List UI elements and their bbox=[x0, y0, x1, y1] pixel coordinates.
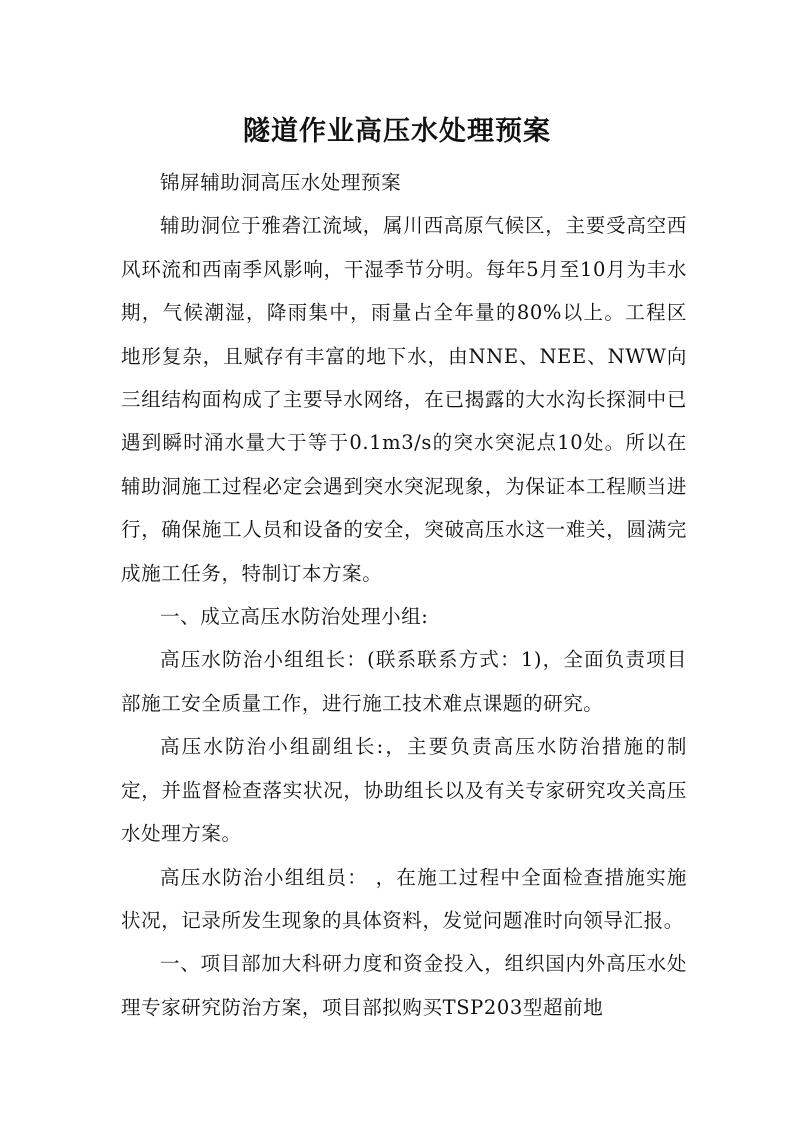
team-leader-paragraph: 高压水防治小组组长：(联系联系方式：1)，全面负责项目部施工安全质量工作，进行施工技术难点课题的研究。 bbox=[121, 648, 687, 715]
document-title: 隧道作业高压水处理预案 bbox=[243, 116, 551, 147]
team-member-paragraph: 高压水防治小组组员： ，在施工过程中全面检查措施实施状况，记录所发生现象的具体资料，发觉问题准时向领导汇报。 bbox=[121, 865, 687, 932]
document-body bbox=[121, 161, 687, 1029]
section-heading-team: 一、成立高压水防治处理小组: bbox=[160, 605, 429, 629]
subtitle-paragraph: 锦屏辅助洞高压水处理预案 bbox=[160, 171, 402, 194]
research-investment-paragraph: 一、项目部加大科研力度和资金投入，组织国内外高压水处理专家研究防治方案，项目部拟购买TSP203型超前地 bbox=[121, 952, 687, 1019]
deputy-leader-paragraph: 高压水防治小组副组长:，主要负责高压水防治措施的制定，并监督检查落实状况，协助组长以及有关专家研究攻关高压水处理方案。 bbox=[121, 735, 687, 846]
background-paragraph: 辅助洞位于雅砻江流域，属川西高原气候区，主要受高空西风环流和西南季风影响，干湿季节分明。每年5月至10月为丰水期，气候潮湿，降雨集中，雨量占全年量的80%以上。工程区地形复杂，且赋存有丰富的地下水，由NNE、NEE、NWW向三组结构面构成了主要导水网络，在已揭露的大水沟长探洞中已遇到瞬时涌水量大于等于0.1m3/s的突水突泥点10处。所以在辅助洞施工过程必定会遇到突水突泥现象，为保证本工程顺当进行，确保施工人员和设备的安全，突破高压水这一难关，圆满完成施工任务，特制订本方案。 bbox=[121, 214, 687, 585]
